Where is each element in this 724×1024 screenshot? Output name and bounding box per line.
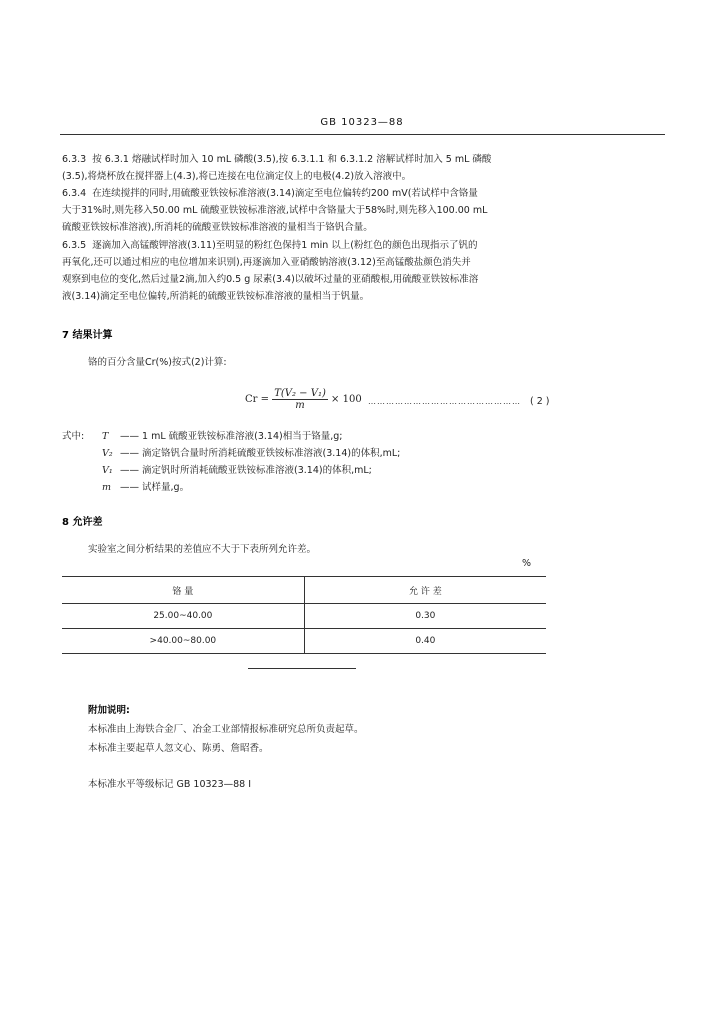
table-header-cell: 允 许 差 xyxy=(408,586,442,597)
table-header-cell: 铬 量 xyxy=(62,577,304,604)
table-unit: % xyxy=(522,558,532,569)
clause-line: 逐滴加入高锰酸钾溶液(3.11)至明显的粉红色保持1 min 以上(粉红色的颜色出现指示了钒的 xyxy=(92,240,478,251)
formula-leader-dots: …………………………………………… xyxy=(368,397,521,406)
clause-number: 6.3.3 xyxy=(62,154,87,165)
table-cell: >40.00~80.00 xyxy=(62,629,304,654)
appendix-line: 本标准主要起草人忽文心、陈勇、詹昭香。 xyxy=(88,743,269,754)
formula-fraction xyxy=(272,388,328,411)
appendix-title: 附加说明: xyxy=(88,705,130,716)
clause-line: 液(3.14)滴定至电位偏转,所消耗的硫酸亚铁铵标准溶液的量相当于钒量。 xyxy=(62,291,370,302)
section-7-intro: 铬的百分含量Cr(%)按式(2)计算: xyxy=(88,357,227,368)
clause-6-3-3 xyxy=(62,151,491,185)
clause-line: 在连续搅拌的同时,用硫酸亚铁铵标准溶液(3.14)滴定至电位偏转约200 mV(若试样中含铬量 xyxy=(92,188,478,199)
standard-level-mark: 本标准水平等级标记 GB 10323—88 Ⅰ xyxy=(88,779,252,790)
clause-number: 6.3.5 xyxy=(62,240,87,251)
formula-rhs: × 100 xyxy=(331,394,362,405)
table-cell: 0.30 xyxy=(415,611,436,621)
definition-item xyxy=(102,445,400,462)
clause-line: 硫酸亚铁铵标准溶液),所消耗的硫酸亚铁铵标准溶液的量相当于铬钒合量。 xyxy=(62,222,373,233)
clause-line: 再氧化,还可以通过相应的电位增加来识别),再逐滴加入亚硝酸钠溶液(3.12)至高锰酸盐颜色消失并 xyxy=(62,257,471,268)
definition-item xyxy=(102,428,400,445)
clause-line: 按 6.3.1 熔融试样时加入 10 mL 磷酸(3.5),按 6.3.1.1 和 6.3.1.2 溶解试样时加入 5 mL 磷酸 xyxy=(92,154,492,165)
clause-line: 观察到电位的变化,然后过量2滴,加入约0.5 g 尿素(3.4)以破坏过量的亚硝酸根,用硫酸亚铁铵标准溶 xyxy=(62,274,479,285)
section-7-title: 7 结果计算 xyxy=(62,330,113,341)
section-8-intro: 实验室之间分析结果的差值应不大于下表所列允许差。 xyxy=(88,544,317,555)
clause-6-3-5 xyxy=(62,237,478,305)
definition-item xyxy=(102,479,400,496)
end-rule xyxy=(248,668,356,669)
table-cell: 25.00~40.00 xyxy=(62,604,304,629)
clause-6-3-4 xyxy=(62,185,487,236)
definition-item xyxy=(102,462,400,479)
definition-symbol: V₁ xyxy=(102,465,113,476)
where-label: 式中: xyxy=(62,431,85,442)
appendix-line: 本标准由上海铁合金厂、冶金工业部情报标准研究总所负责起草。 xyxy=(88,724,364,735)
definition-symbol: m xyxy=(102,482,112,493)
section-8-title: 8 允许差 xyxy=(62,517,103,528)
definition-symbol: V₂ xyxy=(102,448,113,459)
definition-text: —— 滴定铬钒合量时所消耗硫酸亚铁铵标准溶液(3.14)的体积,mL; xyxy=(120,448,401,459)
formula-number: ( 2 ) xyxy=(530,396,550,407)
table-cell: 0.40 xyxy=(415,636,436,646)
definition-list xyxy=(102,428,400,496)
formula-lhs: Cr = xyxy=(245,394,269,405)
formula-2 xyxy=(245,388,362,411)
table-row xyxy=(62,604,546,629)
formula-denominator: m xyxy=(295,400,305,411)
clause-line: (3.5),将烧杯放在搅拌器上(4.3),将已连接在电位滴定仪上的电极(4.2)放入溶液中。 xyxy=(62,171,412,182)
formula-numerator: T(V₂ − V₁) xyxy=(274,388,326,399)
definition-text: —— 试样量,g。 xyxy=(120,482,190,493)
table-row xyxy=(62,629,546,654)
clause-number: 6.3.4 xyxy=(62,188,87,199)
definition-text: —— 滴定钒时所消耗硫酸亚铁铵标准溶液(3.14)的体积,mL; xyxy=(120,465,372,476)
tolerance-table xyxy=(62,576,546,654)
page-header: GB 10323—88 xyxy=(320,117,404,128)
definition-text: —— 1 mL 硫酸亚铁铵标准溶液(3.14)相当于铬量,g; xyxy=(120,431,343,442)
definition-symbol: T xyxy=(102,431,109,442)
clause-line: 大于31%时,则先移入50.00 mL 硫酸亚铁铵标准溶液,试样中含铬量大于58%时,则先移入100.00 mL xyxy=(62,205,488,216)
table-header-row xyxy=(62,577,546,604)
header-rule xyxy=(60,134,665,135)
